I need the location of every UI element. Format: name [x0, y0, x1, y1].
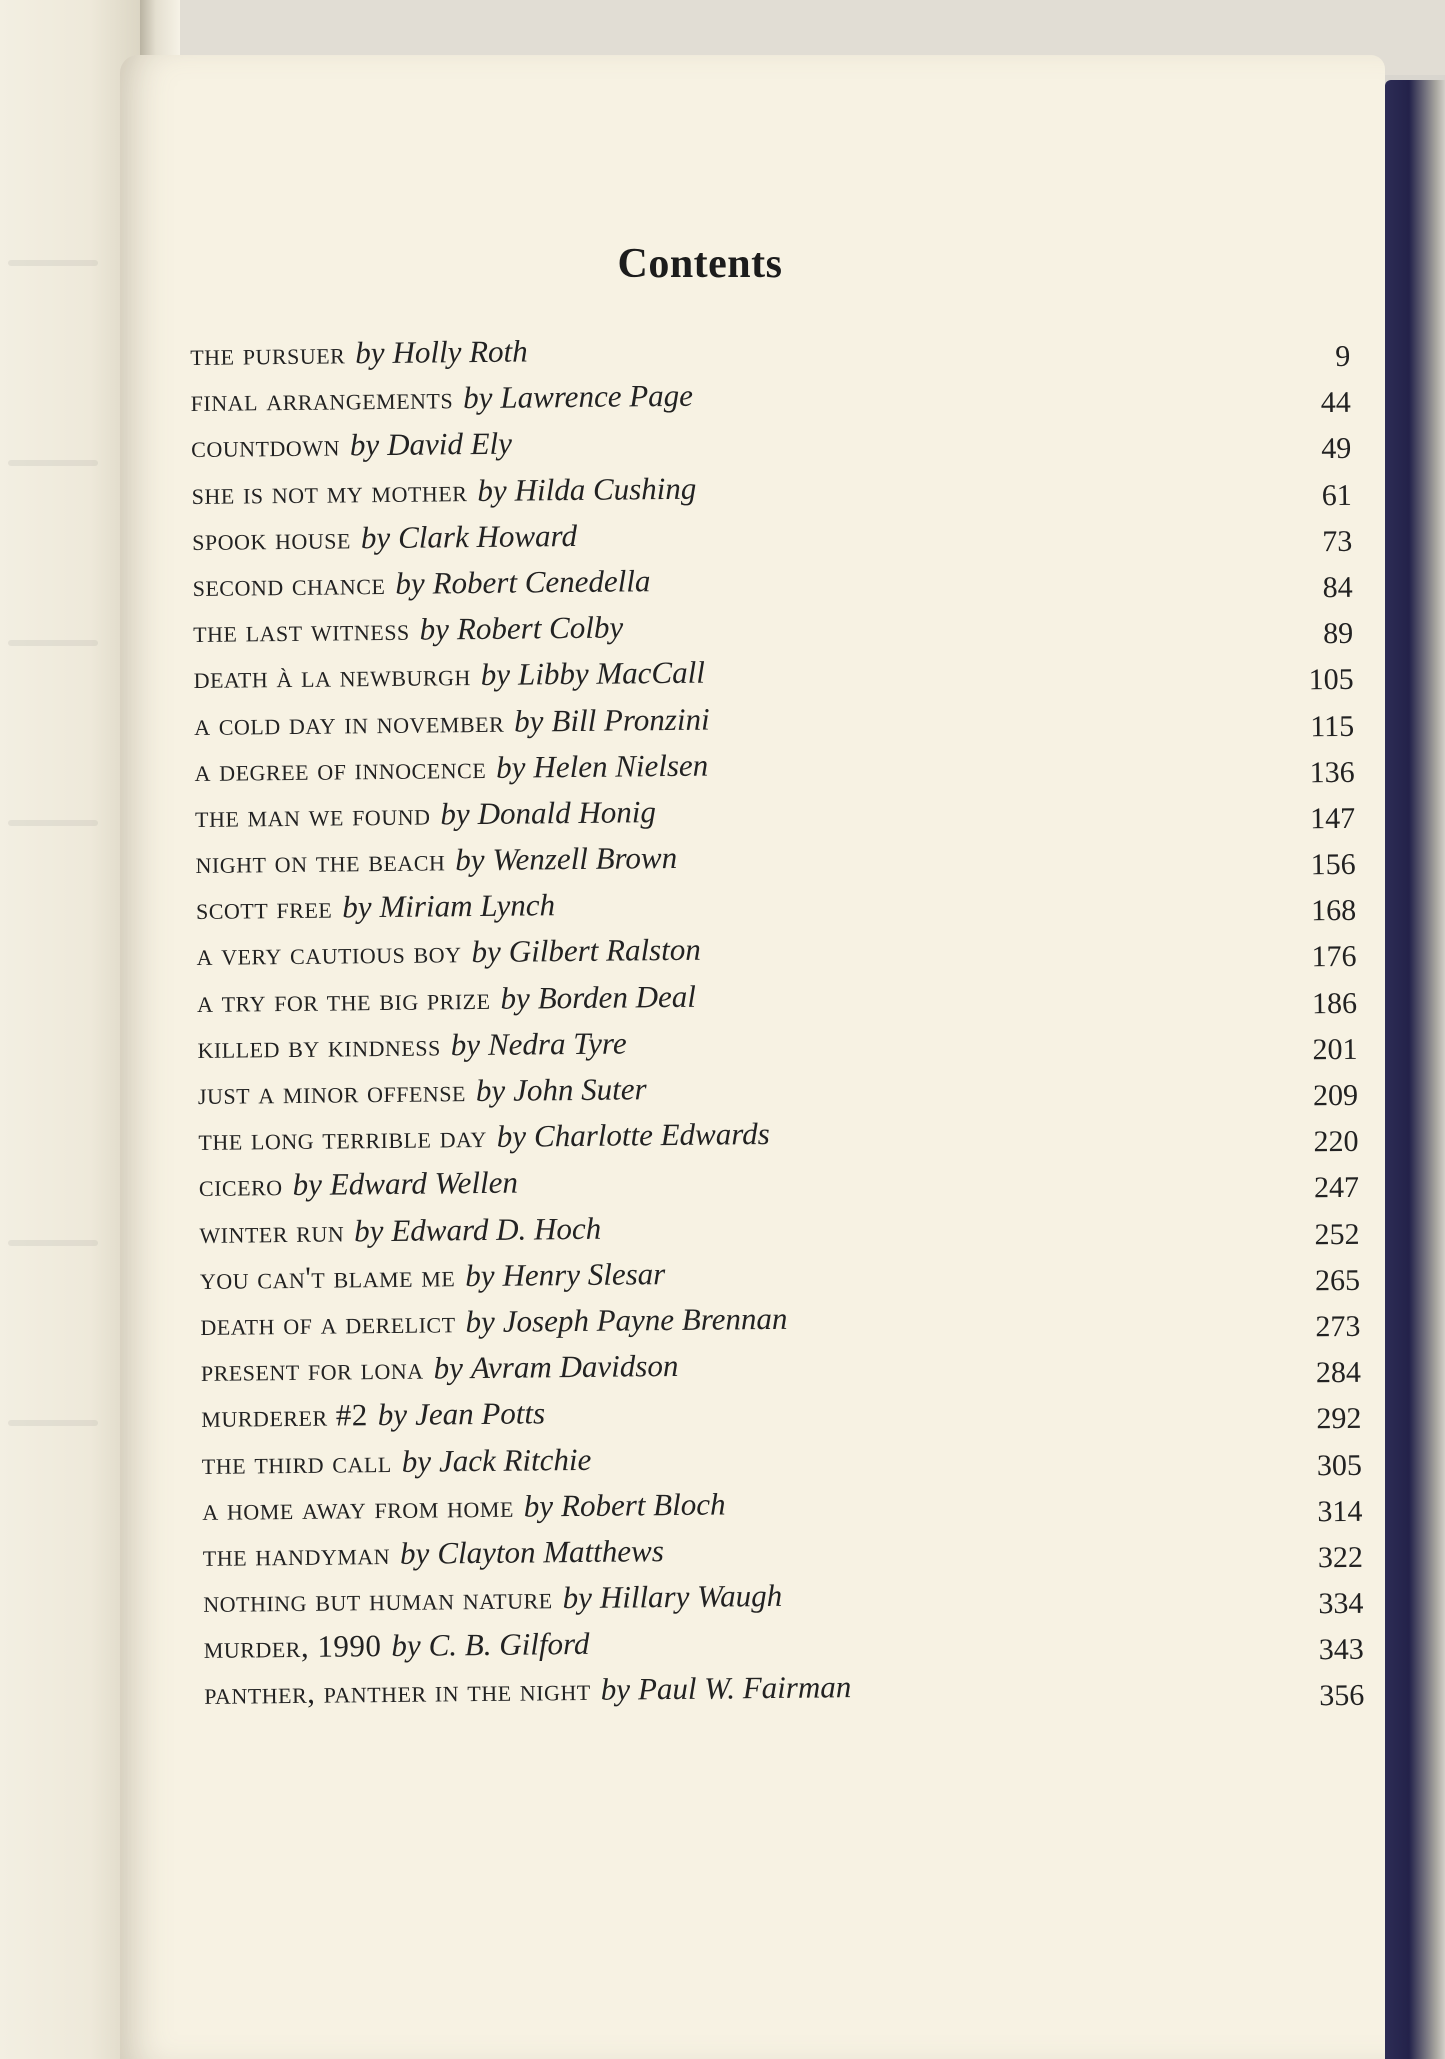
- story-title: a very cautious boy: [196, 934, 462, 973]
- story-title: winter run: [199, 1212, 345, 1250]
- story-author: John Suter: [512, 1071, 647, 1108]
- page-number: 314: [1317, 1494, 1363, 1528]
- toc-entry-text: [203, 1531, 664, 1576]
- by-word: by: [513, 702, 544, 739]
- page-number: 247: [1313, 1171, 1360, 1205]
- story-author: Paul W. Fairman: [637, 1669, 852, 1707]
- page-number: 186: [1311, 986, 1358, 1020]
- toc-entry-text: [199, 1163, 518, 1206]
- story-title: murderer #2: [201, 1397, 369, 1435]
- by-word: by: [523, 1487, 554, 1524]
- toc-entry-text: [204, 1668, 851, 1715]
- story-author: Avram Davidson: [470, 1348, 679, 1386]
- page-number: 61: [1321, 478, 1352, 512]
- toc-entry-text: [191, 468, 696, 513]
- by-word: by: [391, 1627, 421, 1664]
- story-author: Henry Slesar: [502, 1255, 666, 1293]
- page-number: 252: [1314, 1217, 1360, 1251]
- show-through-line: [8, 1420, 98, 1426]
- page-number: 209: [1312, 1078, 1359, 1113]
- page-number: 147: [1309, 801, 1356, 836]
- by-word: by: [419, 611, 450, 647]
- by-word: by: [477, 472, 507, 508]
- story-author: Edward D. Hoch: [391, 1210, 602, 1248]
- story-title: present for lona: [200, 1350, 424, 1389]
- page-number: 292: [1316, 1402, 1362, 1436]
- toc-entry-text: [190, 376, 693, 421]
- by-word: by: [450, 1026, 481, 1063]
- story-author: Jack Ritchie: [438, 1441, 592, 1478]
- story-title: a degree of innocence: [194, 749, 487, 788]
- page-number: 265: [1314, 1263, 1361, 1298]
- story-title: final arrangements: [190, 380, 454, 419]
- page-number: 9: [1335, 339, 1351, 374]
- by-word: by: [377, 1397, 408, 1433]
- story-author: Joseph Payne Brennan: [502, 1300, 788, 1339]
- story-author: Edward Wellen: [329, 1164, 519, 1202]
- toc-entry-text: [191, 424, 512, 467]
- page-number: 220: [1313, 1124, 1359, 1159]
- story-title: a try for the big prize: [196, 980, 491, 1019]
- by-word: by: [292, 1167, 323, 1203]
- story-title: spook house: [191, 520, 352, 557]
- toc-entry-text: [203, 1576, 782, 1622]
- page-number: 115: [1310, 709, 1355, 743]
- by-word: by: [465, 1303, 495, 1340]
- story-title: death of a derelict: [200, 1304, 456, 1342]
- by-word: by: [360, 519, 391, 555]
- page-number: 136: [1309, 755, 1355, 789]
- by-word: by: [342, 889, 372, 925]
- toc-entry-text: [194, 745, 708, 790]
- story-author: Miriam Lynch: [379, 887, 556, 925]
- story-title: the pursuer: [190, 335, 346, 372]
- story-title: killed by kindness: [197, 1027, 441, 1065]
- story-author: Bill Pronzini: [551, 701, 710, 738]
- toc-entry-text: [196, 930, 701, 975]
- toc-entry-text: [202, 1484, 726, 1529]
- by-word: by: [353, 1212, 384, 1248]
- story-title: the man we found: [194, 796, 431, 834]
- show-through-line: [8, 260, 98, 266]
- page-number: 284: [1315, 1355, 1362, 1390]
- story-title: panther, panther in the night: [204, 1672, 591, 1712]
- by-word: by: [562, 1579, 593, 1616]
- show-through-line: [8, 820, 98, 826]
- story-author: Clayton Matthews: [437, 1532, 664, 1571]
- story-author: Clark Howard: [397, 517, 578, 555]
- story-author: Robert Colby: [456, 609, 624, 647]
- by-word: by: [496, 1118, 527, 1155]
- story-title: a cold day in november: [193, 703, 505, 742]
- page-number: 273: [1315, 1309, 1361, 1344]
- by-word: by: [349, 427, 380, 463]
- story-author: Helen Nielsen: [533, 747, 709, 785]
- story-author: Wenzell Brown: [492, 839, 678, 877]
- page-number: 305: [1316, 1448, 1363, 1482]
- page-number: 84: [1322, 570, 1353, 605]
- page-number: 201: [1312, 1032, 1358, 1067]
- story-author: Robert Cenedella: [432, 563, 651, 601]
- table-of-contents: [190, 323, 1364, 1721]
- show-through-line: [8, 640, 98, 646]
- by-word: by: [399, 1535, 430, 1571]
- page-number: 334: [1318, 1586, 1364, 1621]
- story-title: the handyman: [202, 1535, 391, 1573]
- page-number: 343: [1318, 1633, 1365, 1667]
- story-author: Libby MacCall: [517, 654, 706, 692]
- page-title: Contents: [617, 241, 783, 287]
- by-word: by: [471, 934, 501, 970]
- contents-page: [120, 55, 1385, 2059]
- story-author: Holly Roth: [392, 333, 528, 370]
- toc-entry-text: [200, 1299, 787, 1345]
- toc-entry-text: [204, 1624, 590, 1668]
- story-author: Charlotte Edwards: [533, 1116, 770, 1154]
- toc-entry-text: [202, 1439, 592, 1483]
- show-through-line: [8, 1240, 98, 1246]
- page-number: 105: [1308, 663, 1354, 697]
- toc-entry-text: [190, 331, 528, 375]
- show-through-line: [8, 460, 98, 466]
- page-number: 168: [1310, 894, 1357, 928]
- toc-entry-text: [201, 1346, 679, 1391]
- toc-entry-text: [200, 1254, 666, 1299]
- by-word: by: [433, 1350, 464, 1386]
- story-title: night on the beach: [195, 842, 446, 881]
- toc-entry-text: [192, 561, 650, 606]
- by-word: by: [462, 380, 493, 416]
- story-author: Donald Honig: [477, 794, 657, 831]
- toc-entry-text: [197, 976, 696, 1021]
- story-author: Borden Deal: [537, 978, 697, 1016]
- by-word: by: [395, 565, 425, 601]
- by-word: by: [475, 1072, 506, 1109]
- story-title: you can't blame me: [199, 1258, 456, 1296]
- toc-entry-text: [193, 653, 705, 698]
- page-number: 44: [1320, 386, 1351, 420]
- story-author: Hillary Waugh: [599, 1577, 783, 1615]
- page-number: 322: [1317, 1540, 1364, 1575]
- by-word: by: [401, 1443, 432, 1479]
- page-number: 176: [1311, 940, 1357, 974]
- story-title: scott free: [195, 889, 333, 927]
- toc-entry-text: [201, 1394, 545, 1438]
- by-word: by: [495, 749, 526, 785]
- by-word: by: [440, 795, 470, 832]
- story-title: death à la newburgh: [193, 657, 471, 696]
- by-word: by: [355, 334, 385, 371]
- toc-entry-text: [197, 1023, 627, 1067]
- page-number: 356: [1319, 1679, 1365, 1713]
- toc-entry-text: [195, 792, 656, 837]
- story-author: Lawrence Page: [500, 377, 694, 415]
- story-title: a home away from home: [202, 1488, 514, 1527]
- story-author: C. B. Gilford: [428, 1626, 590, 1663]
- story-title: countdown: [190, 427, 341, 465]
- toc-entry-text: [195, 838, 677, 883]
- book-cover-edge: [1385, 80, 1445, 2059]
- toc-entry-text: [194, 699, 710, 744]
- toc-entry-text: [193, 608, 623, 653]
- by-word: by: [455, 842, 485, 878]
- story-author: Robert Bloch: [560, 1486, 726, 1523]
- story-author: Nedra Tyre: [487, 1025, 627, 1062]
- page-number: 89: [1323, 616, 1354, 651]
- story-title: she is not my mother: [191, 472, 468, 511]
- by-word: by: [465, 1257, 495, 1293]
- toc-entry-text: [192, 516, 577, 560]
- by-word: by: [480, 656, 511, 693]
- story-title: just a minor offense: [197, 1073, 467, 1111]
- toc-entry-text: [198, 1069, 647, 1114]
- page-number: 49: [1321, 432, 1352, 466]
- story-title: second chance: [192, 565, 386, 603]
- by-word: by: [600, 1671, 631, 1708]
- by-word: by: [500, 980, 530, 1016]
- page-number: 73: [1322, 524, 1353, 558]
- story-author: Hilda Cushing: [514, 470, 697, 508]
- toc-entry-text: [199, 1208, 601, 1252]
- story-author: Gilbert Ralston: [508, 932, 701, 970]
- story-title: the last witness: [192, 611, 410, 650]
- page-number: 156: [1310, 847, 1356, 882]
- story-title: nothing but human nature: [203, 1580, 553, 1619]
- toc-entry-text: [196, 885, 555, 929]
- story-author: David Ely: [386, 426, 513, 463]
- story-title: murder, 1990: [203, 1628, 382, 1666]
- story-title: cicero: [198, 1167, 283, 1204]
- story-title: the long terrible day: [198, 1119, 487, 1158]
- story-title: the third call: [201, 1443, 392, 1481]
- toc-entry-text: [198, 1114, 770, 1160]
- story-author: Jean Potts: [414, 1395, 546, 1433]
